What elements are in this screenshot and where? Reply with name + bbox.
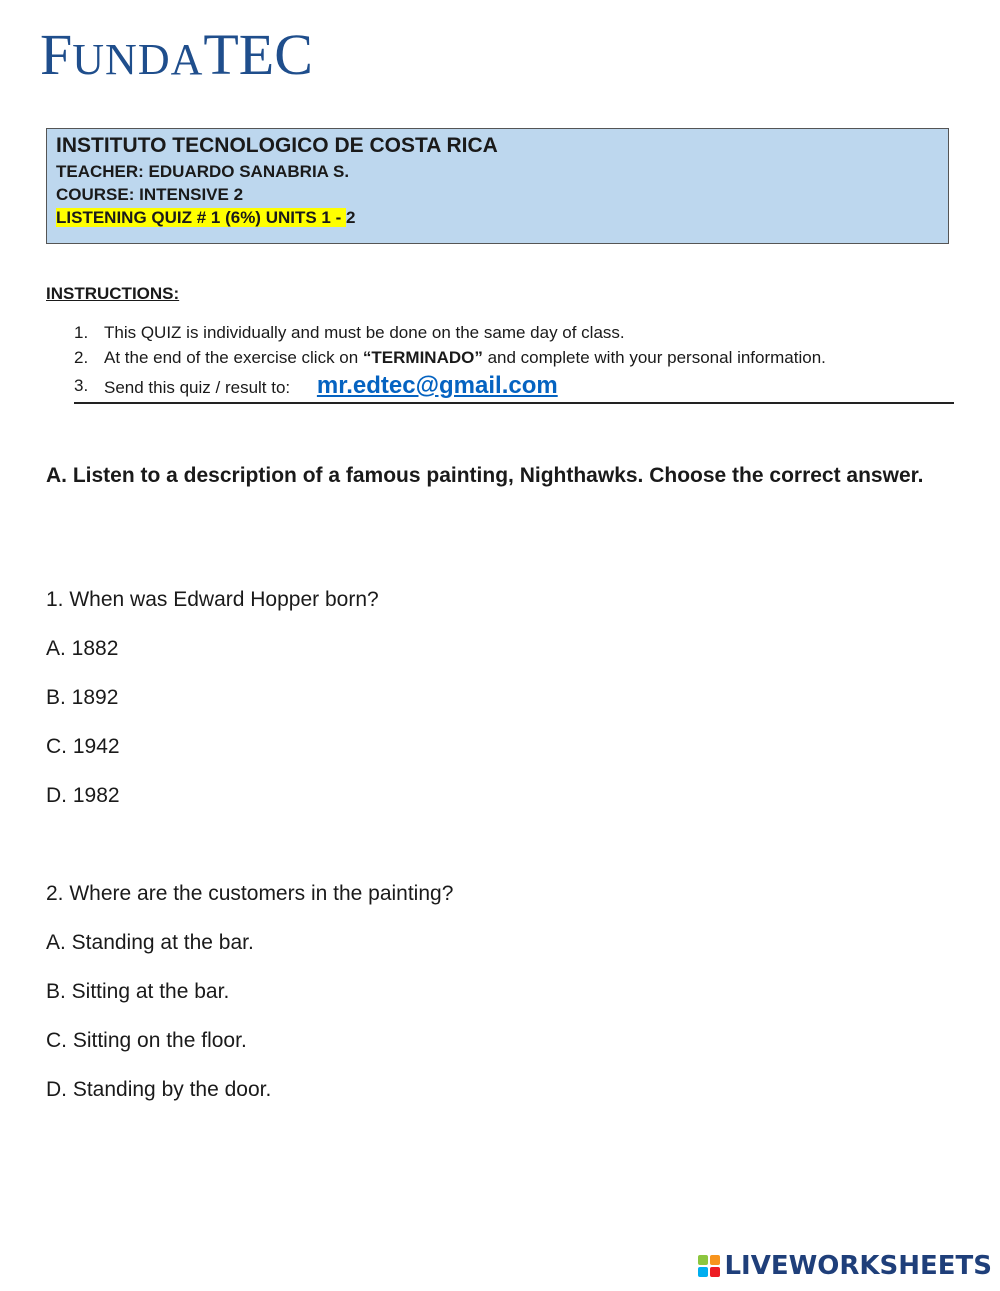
q2-option-b[interactable]: B. Sitting at the bar. — [46, 980, 230, 1003]
course-line: COURSE: INTENSIVE 2 — [56, 185, 244, 204]
q2-option-d[interactable]: D. Standing by the door. — [46, 1078, 272, 1101]
course-header — [46, 128, 949, 244]
instruction-item: 1. This QUIZ is individually and must be done on the same day of class. — [74, 323, 625, 342]
institute-name: INSTITUTO TECNOLOGICO DE COSTA RICA — [56, 134, 498, 157]
icon-square — [698, 1255, 708, 1265]
liveworksheets-icon — [698, 1255, 720, 1277]
instruction-item: 2. At the end of the exercise click on “TERMINADO” and complete with your personal information. — [74, 348, 826, 367]
icon-square — [710, 1255, 720, 1265]
instruction-item: 3. Send this quiz / result to: mr.edtec@gmail.com — [74, 372, 558, 399]
question-1: 1. When was Edward Hopper born? — [46, 588, 379, 611]
q2-option-c[interactable]: C. Sitting on the floor. — [46, 1029, 247, 1052]
quiz-highlight: LISTENING QUIZ # 1 (6%) UNITS 1 - — [56, 208, 346, 227]
divider-line — [74, 402, 954, 404]
icon-square — [698, 1267, 708, 1277]
quiz-line — [56, 206, 939, 229]
email-link[interactable]: mr.edtec@gmail.com — [316, 372, 558, 399]
q1-option-a[interactable]: A. 1882 — [46, 637, 119, 660]
instructions-list — [74, 320, 954, 402]
q1-option-b[interactable]: B. 1892 — [46, 686, 119, 709]
quiz-tail: 2 — [345, 208, 356, 227]
q1-option-d[interactable]: D. 1982 — [46, 784, 120, 807]
question-2: 2. Where are the customers in the painting? — [46, 882, 454, 905]
fundatec-logo: FUNDATEC — [40, 22, 313, 87]
liveworksheets-logo — [698, 1251, 992, 1281]
liveworksheets-brand: LIVEWORKSHEETS — [724, 1251, 992, 1281]
q1-option-c[interactable]: C. 1942 — [46, 735, 120, 758]
teacher-line: TEACHER: EDUARDO SANABRIA S. — [56, 162, 350, 181]
icon-square — [710, 1267, 720, 1277]
section-a-heading: A. Listen to a description of a famous painting, Nighthawks. Choose the correct answer. — [46, 464, 924, 487]
instructions-title: INSTRUCTIONS: — [46, 284, 180, 303]
q2-option-a[interactable]: A. Standing at the bar. — [46, 931, 254, 954]
